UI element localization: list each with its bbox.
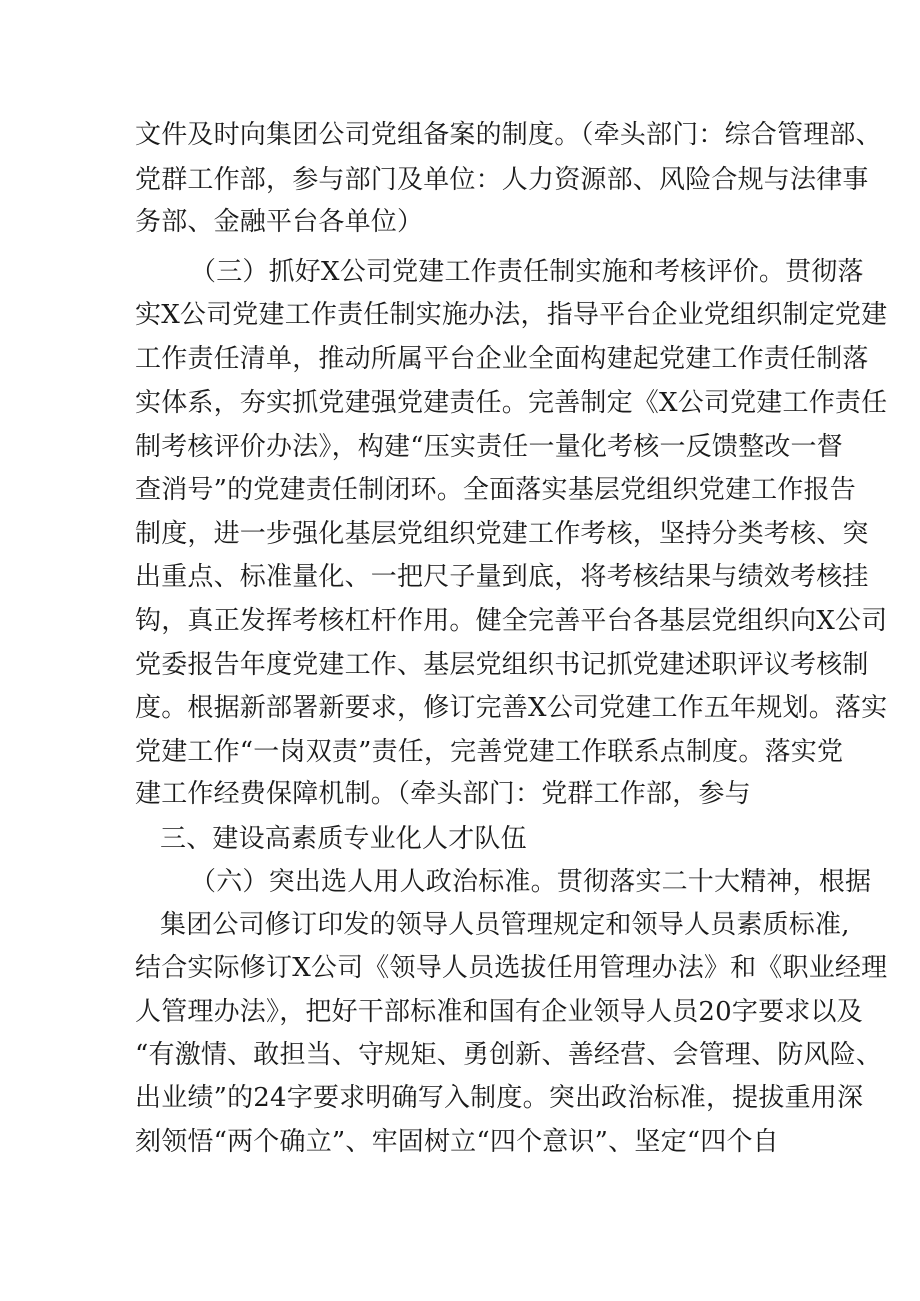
text-line: 实体系，夯实抓党建强党建责任。完善制定《X公司党建工作责任 bbox=[135, 388, 888, 418]
text-line: 集团公司修订印发的领导人员管理规定和领导人员素质标准, bbox=[160, 910, 850, 940]
text-line: 党建工作“一岗双责”责任，完善党建工作联系点制度。落实党 bbox=[135, 737, 844, 767]
text-line: 出业绩”的24字要求明确写入制度。突出政治标准，提拔重用深 bbox=[135, 1083, 864, 1113]
section-heading-6: （六）突出选人用人政治标准。贯彻落实二十大精神，根据 bbox=[190, 867, 872, 897]
text-line: 建工作经费保障机制。（牵头部门：党群工作部，参与 bbox=[135, 779, 751, 809]
text-line: 工作责任清单，推动所属平台企业全面构建起党建工作责任制落 bbox=[135, 344, 869, 374]
section-heading-3: （三）抓好X公司党建工作责任制实施和考核评价。贯彻落 bbox=[190, 257, 864, 287]
text-line: 查消号”的党建责任制闭环。全面落实基层党组织党建工作报告 bbox=[135, 475, 856, 505]
text-line: 务部、金融平台各单位） bbox=[135, 207, 424, 237]
chapter-heading: 三、建设高素质专业化人才队伍 bbox=[160, 824, 527, 854]
text-line: 实X公司党建工作责任制实施办法，指导平台企业党组织制定党建 bbox=[135, 300, 888, 330]
text-line: 制度，进一步强化基层党组织党建工作考核，坚持分类考核、突 bbox=[135, 519, 869, 549]
text-line: 结合实际修订X公司《领导人员选拔任用管理办法》和《职业经理 bbox=[135, 953, 888, 983]
text-line: 钩，真正发挥考核杠杆作用。健全完善平台各基层党组织向X公司 bbox=[135, 606, 888, 636]
text-line: 文件及时向集团公司党组备案的制度。（牵头部门：综合管理部、 bbox=[135, 120, 882, 150]
text-line: 党委报告年度党建工作、基层党组织书记抓党建述职评议考核制 bbox=[135, 650, 869, 680]
text-line: 制考核评价办法》，构建“压实责任一量化考核一反馈整改一督 bbox=[135, 432, 843, 462]
text-line: 出重点、标准量化、一把尺子量到底，将考核结果与绩效考核挂 bbox=[135, 562, 869, 592]
text-line: 度。根据新部署新要求，修订完善X公司党建工作五年规划。落实 bbox=[135, 693, 888, 723]
text-line: “有激情、敢担当、守规矩、勇创新、善经营、会管理、防风险、 bbox=[135, 1040, 883, 1070]
text-line: 党群工作部，参与部门及单位：人力资源部、风险合规与法律事 bbox=[135, 165, 869, 195]
text-line: 刻领悟“两个确立”、牢固树立“四个意识”、坚定“四个自 bbox=[135, 1127, 779, 1157]
text-line: 人管理办法》，把好干部标准和国有企业领导人员20字要求以及 bbox=[135, 997, 863, 1027]
